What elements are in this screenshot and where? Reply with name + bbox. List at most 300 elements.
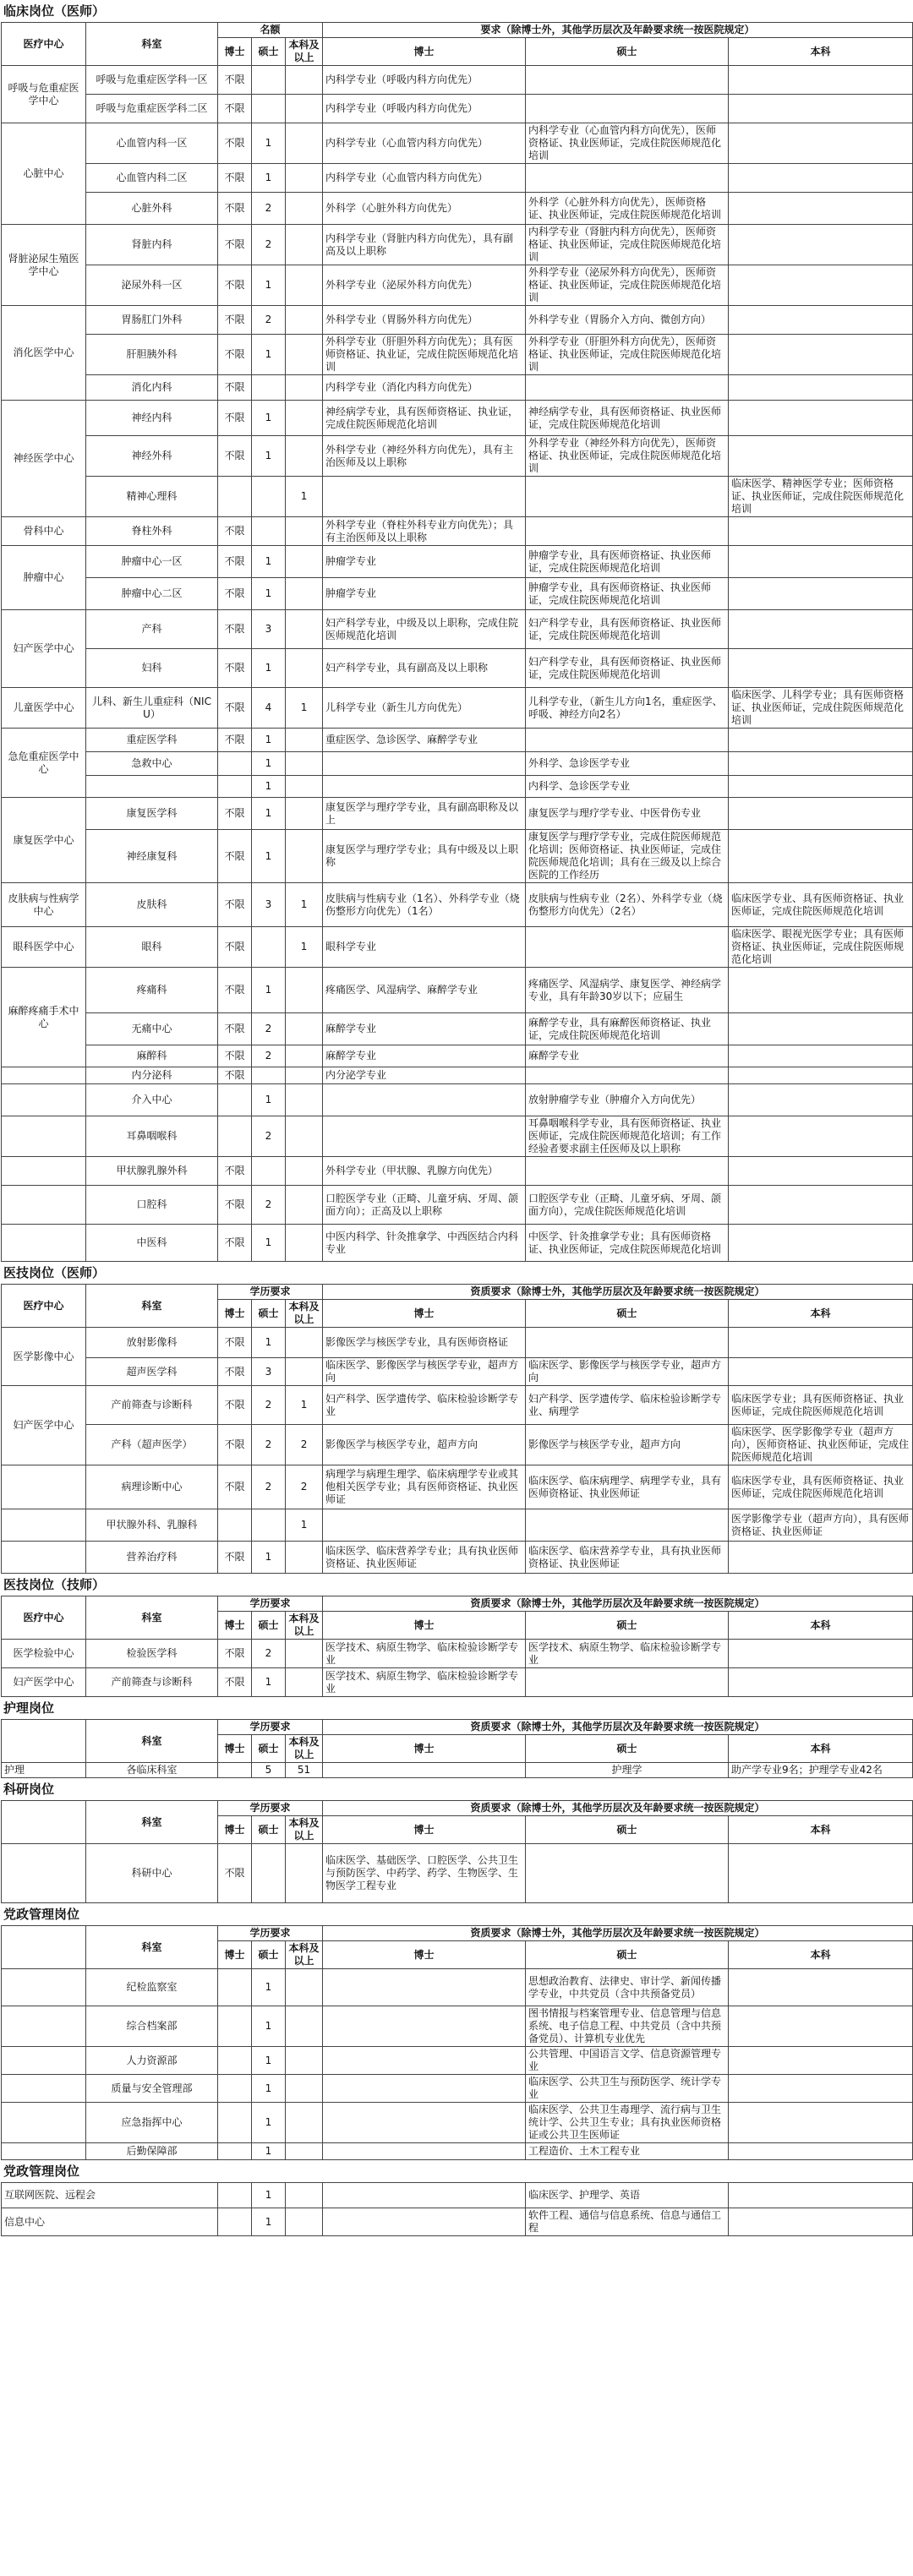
cell-req-phd: 皮肤病与性病专业（1名）、外科学专业（烧伤整形方向优先）（1名） bbox=[323, 883, 526, 927]
cell-center bbox=[2, 2047, 86, 2075]
cell-req-phd bbox=[323, 1084, 526, 1116]
cell-dept: 心脏外科 bbox=[86, 193, 218, 225]
cell-master: 1 bbox=[252, 2103, 286, 2143]
cell-req-phd: 神经病学专业，具有医师资格证、执业证，完成住院医师规范化培训 bbox=[323, 401, 526, 436]
cell-dept: 超声医学科 bbox=[86, 1358, 218, 1386]
header-dept: 科室 bbox=[86, 23, 218, 66]
cell-dept: 产前筛查与诊断科 bbox=[86, 1668, 218, 1697]
cell-phd: 不限 bbox=[218, 517, 252, 546]
header-req-phd: 博士 bbox=[323, 1612, 526, 1640]
cell-req-bach bbox=[729, 436, 913, 477]
cell-req-bach bbox=[729, 1542, 913, 1574]
header-req-phd: 博士 bbox=[323, 1735, 526, 1763]
cell-master bbox=[252, 1067, 286, 1084]
cell-bach bbox=[286, 968, 323, 1013]
cell-master: 1 bbox=[252, 1328, 286, 1358]
cell-dept: 综合档案部 bbox=[86, 2006, 218, 2047]
table-row bbox=[2, 1084, 913, 1116]
cell-req-bach bbox=[729, 798, 913, 830]
table-row bbox=[2, 1509, 913, 1542]
cell-req-bach bbox=[729, 2103, 913, 2143]
cell-bach bbox=[286, 375, 323, 401]
cell-dept: 甲状腺乳腺外科 bbox=[86, 1157, 218, 1186]
header-dept: 科室 bbox=[86, 1720, 218, 1763]
table-row bbox=[2, 2075, 913, 2103]
cell-phd: 不限 bbox=[218, 1067, 252, 1084]
cell-center: 麻醉疼痛手术中心 bbox=[2, 968, 86, 1067]
cell-dept: 信息中心 bbox=[2, 2208, 218, 2236]
cell-req-master: 耳鼻咽喉科学专业，具有医师资格证、执业医师证，完成住院医师规范化培训；有工作经验者要求副主任医师及以上职称 bbox=[526, 1116, 729, 1157]
cell-bach bbox=[286, 1225, 323, 1262]
cell-req-master: 麻醉学专业 bbox=[526, 1045, 729, 1067]
table-row bbox=[2, 968, 913, 1013]
header-bach: 本科及以上 bbox=[286, 1612, 323, 1640]
cell-req-master bbox=[526, 1844, 729, 1903]
cell-req-phd: 肿瘤学专业 bbox=[323, 578, 526, 610]
cell-req-bach bbox=[729, 1969, 913, 2006]
cell-master: 1 bbox=[252, 968, 286, 1013]
cell-master: 1 bbox=[252, 164, 286, 193]
cell-dept: 互联网医院、远程会 bbox=[2, 2183, 218, 2208]
cell-center bbox=[2, 2006, 86, 2047]
cell-req-master: 外科学（心脏外科方向优先），医师资格证、执业医师证，完成住院医师规范化培训 bbox=[526, 193, 729, 225]
cell-phd bbox=[218, 2075, 252, 2103]
cell-dept: 心血管内科一区 bbox=[86, 123, 218, 164]
cell-req-master bbox=[526, 1328, 729, 1358]
cell-phd: 不限 bbox=[218, 729, 252, 752]
header-center: 医疗中心 bbox=[2, 1285, 86, 1328]
cell-master bbox=[252, 1509, 286, 1542]
cell-req-bach bbox=[729, 2208, 913, 2236]
cell-master bbox=[252, 95, 286, 123]
table-row bbox=[2, 1225, 913, 1262]
cell-master bbox=[252, 66, 286, 95]
table-row bbox=[2, 776, 913, 798]
cell-req-master bbox=[526, 375, 729, 401]
header-master: 硕士 bbox=[252, 1816, 286, 1844]
table-row bbox=[2, 123, 913, 164]
cell-dept: 应急指挥中心 bbox=[86, 2103, 218, 2143]
cell-master: 2 bbox=[252, 1013, 286, 1045]
cell-bach bbox=[286, 546, 323, 578]
cell-center bbox=[2, 1067, 86, 1084]
cell-req-bach bbox=[729, 306, 913, 335]
cell-req-bach bbox=[729, 2183, 913, 2208]
table-row bbox=[2, 610, 913, 649]
cell-req-bach bbox=[729, 335, 913, 375]
cell-dept: 产科（超声医学） bbox=[86, 1425, 218, 1465]
section-title-research: 科研岗位 bbox=[3, 1782, 55, 1797]
cell-master: 1 bbox=[252, 1668, 286, 1697]
cell-req-bach bbox=[729, 1640, 913, 1668]
cell-dept: 神经内科 bbox=[86, 401, 218, 436]
cell-dept: 无痛中心 bbox=[86, 1013, 218, 1045]
cell-phd: 不限 bbox=[218, 1542, 252, 1574]
table-row bbox=[2, 1542, 913, 1574]
admin-table-2 bbox=[1, 2182, 913, 2236]
cell-dept: 皮肤科 bbox=[86, 883, 218, 927]
cell-dept: 疼痛科 bbox=[86, 968, 218, 1013]
table-row bbox=[2, 265, 913, 306]
cell-bach bbox=[286, 649, 323, 688]
cell-dept: 肾脏内科 bbox=[86, 225, 218, 265]
cell-center: 急危重症医学中心 bbox=[2, 729, 86, 798]
cell-req-master: 妇产科学、医学遗传学、临床检验诊断学专业、病理学 bbox=[526, 1386, 729, 1425]
cell-req-master bbox=[526, 95, 729, 123]
cell-req-master: 医学技术、病原生物学、临床检验诊断学专业 bbox=[526, 1640, 729, 1668]
cell-req-bach: 临床医学、医学影像学专业（超声方向），医师资格证、执业医师证，完成住院医师规范化培训 bbox=[729, 1425, 913, 1465]
cell-bach: 2 bbox=[286, 1465, 323, 1509]
header-req: 资质要求（除博士外，其他学历层次及年龄要求统一按医院规定） bbox=[323, 1285, 913, 1300]
cell-req-phd bbox=[323, 1509, 526, 1542]
cell-req-phd: 外科学专业（胃肠外科方向优先） bbox=[323, 306, 526, 335]
cell-dept: 麻醉科 bbox=[86, 1045, 218, 1067]
header-blank bbox=[2, 1801, 86, 1844]
cell-req-phd: 内科学专业（心血管内科方向优先） bbox=[323, 123, 526, 164]
cell-phd: 不限 bbox=[218, 1328, 252, 1358]
cell-req-bach bbox=[729, 193, 913, 225]
cell-req-bach bbox=[729, 1157, 913, 1186]
cell-dept: 人力资源部 bbox=[86, 2047, 218, 2075]
table-row bbox=[2, 2103, 913, 2143]
cell-req-bach bbox=[729, 2006, 913, 2047]
cell-dept: 病理诊断中心 bbox=[86, 1465, 218, 1509]
cell-dept: 精神心理科 bbox=[86, 477, 218, 517]
header-req-phd: 博士 bbox=[323, 1816, 526, 1844]
cell-center bbox=[2, 1084, 86, 1116]
cell-req-phd: 肿瘤学专业 bbox=[323, 546, 526, 578]
table-row bbox=[2, 1763, 913, 1778]
cell-req-bach bbox=[729, 1186, 913, 1225]
cell-dept: 肝胆胰外科 bbox=[86, 335, 218, 375]
cell-master: 1 bbox=[252, 2208, 286, 2236]
cell-master: 1 bbox=[252, 1084, 286, 1116]
cell-center bbox=[2, 1844, 86, 1903]
cell-dept: 检验医学科 bbox=[86, 1640, 218, 1668]
cell-bach: 2 bbox=[286, 1425, 323, 1465]
cell-master: 1 bbox=[252, 2183, 286, 2208]
cell-req-master: 疼痛医学、风湿病学、康复医学、神经病学专业，具有年龄30岁以下；应届生 bbox=[526, 968, 729, 1013]
header-phd: 博士 bbox=[218, 38, 252, 66]
cell-dept: 脊柱外科 bbox=[86, 517, 218, 546]
cell-phd bbox=[218, 2103, 252, 2143]
cell-req-bach bbox=[729, 375, 913, 401]
cell-bach bbox=[286, 1668, 323, 1697]
cell-req-bach bbox=[729, 968, 913, 1013]
cell-req-bach bbox=[729, 546, 913, 578]
cell-bach bbox=[286, 1358, 323, 1386]
cell-dept: 纪检监察室 bbox=[86, 1969, 218, 2006]
table-row bbox=[2, 517, 913, 546]
cell-req-phd: 外科学（心脏外科方向优先） bbox=[323, 193, 526, 225]
cell-phd: 不限 bbox=[218, 1225, 252, 1262]
cell-master: 1 bbox=[252, 2006, 286, 2047]
cell-req-phd bbox=[323, 1763, 526, 1778]
cell-master: 2 bbox=[252, 1186, 286, 1225]
header-req-master: 硕士 bbox=[526, 1300, 729, 1328]
cell-bach bbox=[286, 517, 323, 546]
header-bach: 本科及以上 bbox=[286, 1300, 323, 1328]
cell-phd: 不限 bbox=[218, 1013, 252, 1045]
header-req-phd: 博士 bbox=[323, 1941, 526, 1969]
table-row bbox=[2, 95, 913, 123]
cell-req-phd bbox=[323, 2103, 526, 2143]
cell-bach bbox=[286, 2075, 323, 2103]
cell-req-master: 内科学、急诊医学专业 bbox=[526, 776, 729, 798]
header-req-master: 硕士 bbox=[526, 1735, 729, 1763]
cell-bach: 1 bbox=[286, 927, 323, 968]
cell-bach: 1 bbox=[286, 1509, 323, 1542]
cell-req-phd: 外科学专业（肝胆外科方向优先）；具有医师资格证、执业证，完成住院医师规范化培训 bbox=[323, 335, 526, 375]
cell-center: 医学检验中心 bbox=[2, 1640, 86, 1668]
cell-phd bbox=[218, 1969, 252, 2006]
cell-dept: 儿科、新生儿重症科（NICU） bbox=[86, 688, 218, 729]
header-req-bach: 本科 bbox=[729, 1816, 913, 1844]
cell-master: 2 bbox=[252, 306, 286, 335]
cell-master: 3 bbox=[252, 610, 286, 649]
admin-table bbox=[1, 1925, 913, 2160]
cell-bach bbox=[286, 1328, 323, 1358]
cell-master: 1 bbox=[252, 752, 286, 776]
table-row bbox=[2, 1067, 913, 1084]
cell-req-bach: 临床医学专业；具有医师资格证、执业医师证，完成住院医师规范化培训 bbox=[729, 1386, 913, 1425]
cell-phd: 不限 bbox=[218, 436, 252, 477]
cell-phd: 不限 bbox=[218, 1425, 252, 1465]
cell-req-bach bbox=[729, 1668, 913, 1697]
header-blank bbox=[2, 1720, 86, 1763]
cell-req-master: 临床医学、护理学、英语 bbox=[526, 2183, 729, 2208]
cell-bach bbox=[286, 1013, 323, 1045]
cell-req-master: 放射肿瘤学专业（肿瘤介入方向优先） bbox=[526, 1084, 729, 1116]
cell-dept bbox=[86, 776, 218, 798]
header-dept: 科室 bbox=[86, 1285, 218, 1328]
cell-req-phd: 中医内科学、针灸推拿学、中西医结合内科专业 bbox=[323, 1225, 526, 1262]
cell-req-master: 麻醉学专业，具有麻醉医师资格证、执业证，完成住院医师规范化培训 bbox=[526, 1013, 729, 1045]
cell-bach: 1 bbox=[286, 883, 323, 927]
cell-master: 1 bbox=[252, 2143, 286, 2160]
cell-req-master: 中医学、针灸推拿学专业；具有医师资格证、执业医师证，完成住院医师规范化培训 bbox=[526, 1225, 729, 1262]
header-master: 硕士 bbox=[252, 1735, 286, 1763]
cell-master: 1 bbox=[252, 335, 286, 375]
cell-req-master bbox=[526, 477, 729, 517]
cell-phd: 不限 bbox=[218, 688, 252, 729]
cell-req-bach bbox=[729, 776, 913, 798]
section-title-medtech-technician: 医技岗位（技师） bbox=[3, 1577, 106, 1592]
cell-phd: 不限 bbox=[218, 1186, 252, 1225]
cell-master: 5 bbox=[252, 1763, 286, 1778]
header-master: 硕士 bbox=[252, 1941, 286, 1969]
cell-dept: 产前筛查与诊断科 bbox=[86, 1386, 218, 1425]
cell-phd: 不限 bbox=[218, 164, 252, 193]
cell-dept: 胃肠肛门外科 bbox=[86, 306, 218, 335]
cell-req-master bbox=[526, 927, 729, 968]
cell-phd bbox=[218, 477, 252, 517]
cell-req-phd: 妇产科学、医学遗传学、临床检验诊断学专业 bbox=[323, 1386, 526, 1425]
cell-master bbox=[252, 477, 286, 517]
cell-bach bbox=[286, 225, 323, 265]
cell-bach bbox=[286, 265, 323, 306]
cell-phd: 不限 bbox=[218, 830, 252, 883]
cell-phd: 不限 bbox=[218, 1465, 252, 1509]
cell-req-master bbox=[526, 517, 729, 546]
cell-req-phd: 病理学与病理生理学、临床病理学专业或其他相关医学专业；具有医师资格证、执业医师证 bbox=[323, 1465, 526, 1509]
cell-req-phd: 影像医学与核医学专业，超声方向 bbox=[323, 1425, 526, 1465]
cell-master: 1 bbox=[252, 649, 286, 688]
cell-bach bbox=[286, 2143, 323, 2160]
cell-req-master: 临床医学、临床营养学专业，具有执业医师资格证、执业医师证 bbox=[526, 1542, 729, 1574]
cell-dept: 神经康复科 bbox=[86, 830, 218, 883]
cell-req-bach bbox=[729, 517, 913, 546]
table-row bbox=[2, 401, 913, 436]
cell-req-bach bbox=[729, 66, 913, 95]
cell-req-master: 内科学专业（心血管内科方向优先），医师资格证、执业医师证，完成住院医师规范化培训 bbox=[526, 123, 729, 164]
cell-phd: 不限 bbox=[218, 375, 252, 401]
table-row bbox=[2, 1328, 913, 1358]
cell-req-phd: 外科学专业（甲状腺、乳腺方向优先） bbox=[323, 1157, 526, 1186]
table-row bbox=[2, 164, 913, 193]
header-center: 医疗中心 bbox=[2, 1596, 86, 1640]
table-row bbox=[2, 436, 913, 477]
cell-req-master bbox=[526, 164, 729, 193]
cell-bach bbox=[286, 306, 323, 335]
cell-req-master: 肿瘤学专业，具有医师资格证、执业医师证，完成住院医师规范化培训 bbox=[526, 546, 729, 578]
cell-bach bbox=[286, 1542, 323, 1574]
cell-dept: 呼吸与危重症医学科一区 bbox=[86, 66, 218, 95]
section-title-nursing: 护理岗位 bbox=[3, 1700, 55, 1716]
header-req-bach: 本科 bbox=[729, 1612, 913, 1640]
table-row bbox=[2, 477, 913, 517]
cell-center bbox=[2, 1509, 86, 1542]
cell-phd: 不限 bbox=[218, 1358, 252, 1386]
table-row bbox=[2, 2047, 913, 2075]
cell-phd: 不限 bbox=[218, 546, 252, 578]
table-row bbox=[2, 1465, 913, 1509]
cell-req-master: 康复医学与理疗学专业、中医骨伤专业 bbox=[526, 798, 729, 830]
cell-bach bbox=[286, 610, 323, 649]
cell-req-master: 工程造价、土木工程专业 bbox=[526, 2143, 729, 2160]
cell-bach bbox=[286, 436, 323, 477]
cell-master: 1 bbox=[252, 401, 286, 436]
cell-phd: 不限 bbox=[218, 1157, 252, 1186]
cell-req-phd bbox=[323, 2183, 526, 2208]
cell-phd bbox=[218, 1763, 252, 1778]
cell-req-phd bbox=[323, 477, 526, 517]
table-row bbox=[2, 375, 913, 401]
cell-req-bach bbox=[729, 123, 913, 164]
medtech-physician-table bbox=[1, 1284, 913, 1574]
cell-bach bbox=[286, 830, 323, 883]
medtech-technician-table bbox=[1, 1596, 913, 1697]
cell-master: 3 bbox=[252, 1358, 286, 1386]
cell-master bbox=[252, 1157, 286, 1186]
cell-req-bach: 临床医学、儿科学专业；具有医师资格证、执业医师证，完成住院医师规范化培训 bbox=[729, 688, 913, 729]
cell-master: 1 bbox=[252, 830, 286, 883]
table-row bbox=[2, 1358, 913, 1386]
cell-bach: 51 bbox=[286, 1763, 323, 1778]
cell-center: 骨科中心 bbox=[2, 517, 86, 546]
cell-phd bbox=[218, 2183, 252, 2208]
table-row bbox=[2, 306, 913, 335]
cell-req-bach bbox=[729, 2075, 913, 2103]
table-row bbox=[2, 2006, 913, 2047]
cell-master: 1 bbox=[252, 578, 286, 610]
header-bach: 本科及以上 bbox=[286, 1816, 323, 1844]
cell-req-phd: 妇产科学专业，具有副高及以上职称 bbox=[323, 649, 526, 688]
cell-req-phd: 内科学专业（呼吸内科方向优先） bbox=[323, 95, 526, 123]
cell-master bbox=[252, 1844, 286, 1903]
cell-req-bach: 临床医学专业，具有医师资格证、执业医师证，完成住院医师规范化培训 bbox=[729, 1465, 913, 1509]
cell-bach bbox=[286, 1157, 323, 1186]
cell-req-master bbox=[526, 1157, 729, 1186]
cell-center bbox=[2, 1186, 86, 1225]
header-master: 硕士 bbox=[252, 1612, 286, 1640]
cell-phd: 不限 bbox=[218, 265, 252, 306]
table-row bbox=[2, 1969, 913, 2006]
header-edu: 学历要求 bbox=[218, 1720, 323, 1735]
cell-master bbox=[252, 927, 286, 968]
cell-dept: 康复医学科 bbox=[86, 798, 218, 830]
table-row bbox=[2, 1045, 913, 1067]
cell-phd: 不限 bbox=[218, 1844, 252, 1903]
cell-req-master: 外科学专业（神经外科方向优先），医师资格证、执业医师证，完成住院医师规范化培训 bbox=[526, 436, 729, 477]
cell-master: 1 bbox=[252, 265, 286, 306]
cell-req-master: 妇产科学专业，具有医师资格证、执业医师证，完成住院医师规范化培训 bbox=[526, 649, 729, 688]
cell-master: 2 bbox=[252, 1386, 286, 1425]
cell-bach bbox=[286, 164, 323, 193]
cell-req-phd bbox=[323, 1116, 526, 1157]
cell-master: 2 bbox=[252, 225, 286, 265]
section-title-medtech-physician: 医技岗位（医师） bbox=[3, 1265, 106, 1280]
cell-phd: 不限 bbox=[218, 1386, 252, 1425]
cell-phd: 不限 bbox=[218, 95, 252, 123]
cell-req-bach bbox=[729, 1084, 913, 1116]
cell-req-master: 临床医学、临床病理学、病理学专业，具有医师资格证、执业医师证 bbox=[526, 1465, 729, 1509]
cell-req-bach bbox=[729, 578, 913, 610]
cell-req-phd: 影像医学与核医学专业，具有医师资格证 bbox=[323, 1328, 526, 1358]
cell-req-bach bbox=[729, 610, 913, 649]
cell-req-bach: 临床医学、眼视光医学专业；具有医师资格证、执业医师证，完成住院医师规范化培训 bbox=[729, 927, 913, 968]
cell-center: 肾脏泌尿生殖医学中心 bbox=[2, 225, 86, 306]
table-row bbox=[2, 649, 913, 688]
cell-req-phd: 疼痛医学、风湿病学、麻醉学专业 bbox=[323, 968, 526, 1013]
cell-req-master: 儿科学专业，（新生儿方向1名，重症医学、呼吸、神经方向2名） bbox=[526, 688, 729, 729]
cell-req-bach: 临床医学专业、具有医师资格证、执业医师证，完成住院医师规范化培训 bbox=[729, 883, 913, 927]
header-blank bbox=[2, 1926, 86, 1969]
cell-req-master: 肿瘤学专业，具有医师资格证、执业医师证，完成住院医师规范化培训 bbox=[526, 578, 729, 610]
header-phd: 博士 bbox=[218, 1300, 252, 1328]
cell-phd: 不限 bbox=[218, 1668, 252, 1697]
cell-bach bbox=[286, 1640, 323, 1668]
header-edu: 学历要求 bbox=[218, 1596, 323, 1612]
header-bach: 本科及以上 bbox=[286, 1735, 323, 1763]
cell-req-phd: 妇产科学专业，中级及以上职称，完成住院医师规范化培训 bbox=[323, 610, 526, 649]
cell-dept: 各临床科室 bbox=[86, 1763, 218, 1778]
cell-req-phd: 康复医学与理疗学专业；具有中级及以上职称 bbox=[323, 830, 526, 883]
cell-bach bbox=[286, 401, 323, 436]
section-title-clinical: 临床岗位（医师） bbox=[3, 3, 106, 19]
cell-req-bach bbox=[729, 2143, 913, 2160]
cell-dept: 产科 bbox=[86, 610, 218, 649]
cell-req-master: 护理学 bbox=[526, 1763, 729, 1778]
header-req: 资质要求（除博士外，其他学历层次及年龄要求统一按医院规定） bbox=[323, 1926, 913, 1941]
research-table bbox=[1, 1800, 913, 1903]
cell-center: 妇产医学中心 bbox=[2, 1386, 86, 1465]
cell-master: 1 bbox=[252, 546, 286, 578]
cell-req-phd: 外科学专业（泌尿外科方向优先） bbox=[323, 265, 526, 306]
cell-bach bbox=[286, 123, 323, 164]
cell-master: 1 bbox=[252, 798, 286, 830]
cell-phd bbox=[218, 776, 252, 798]
